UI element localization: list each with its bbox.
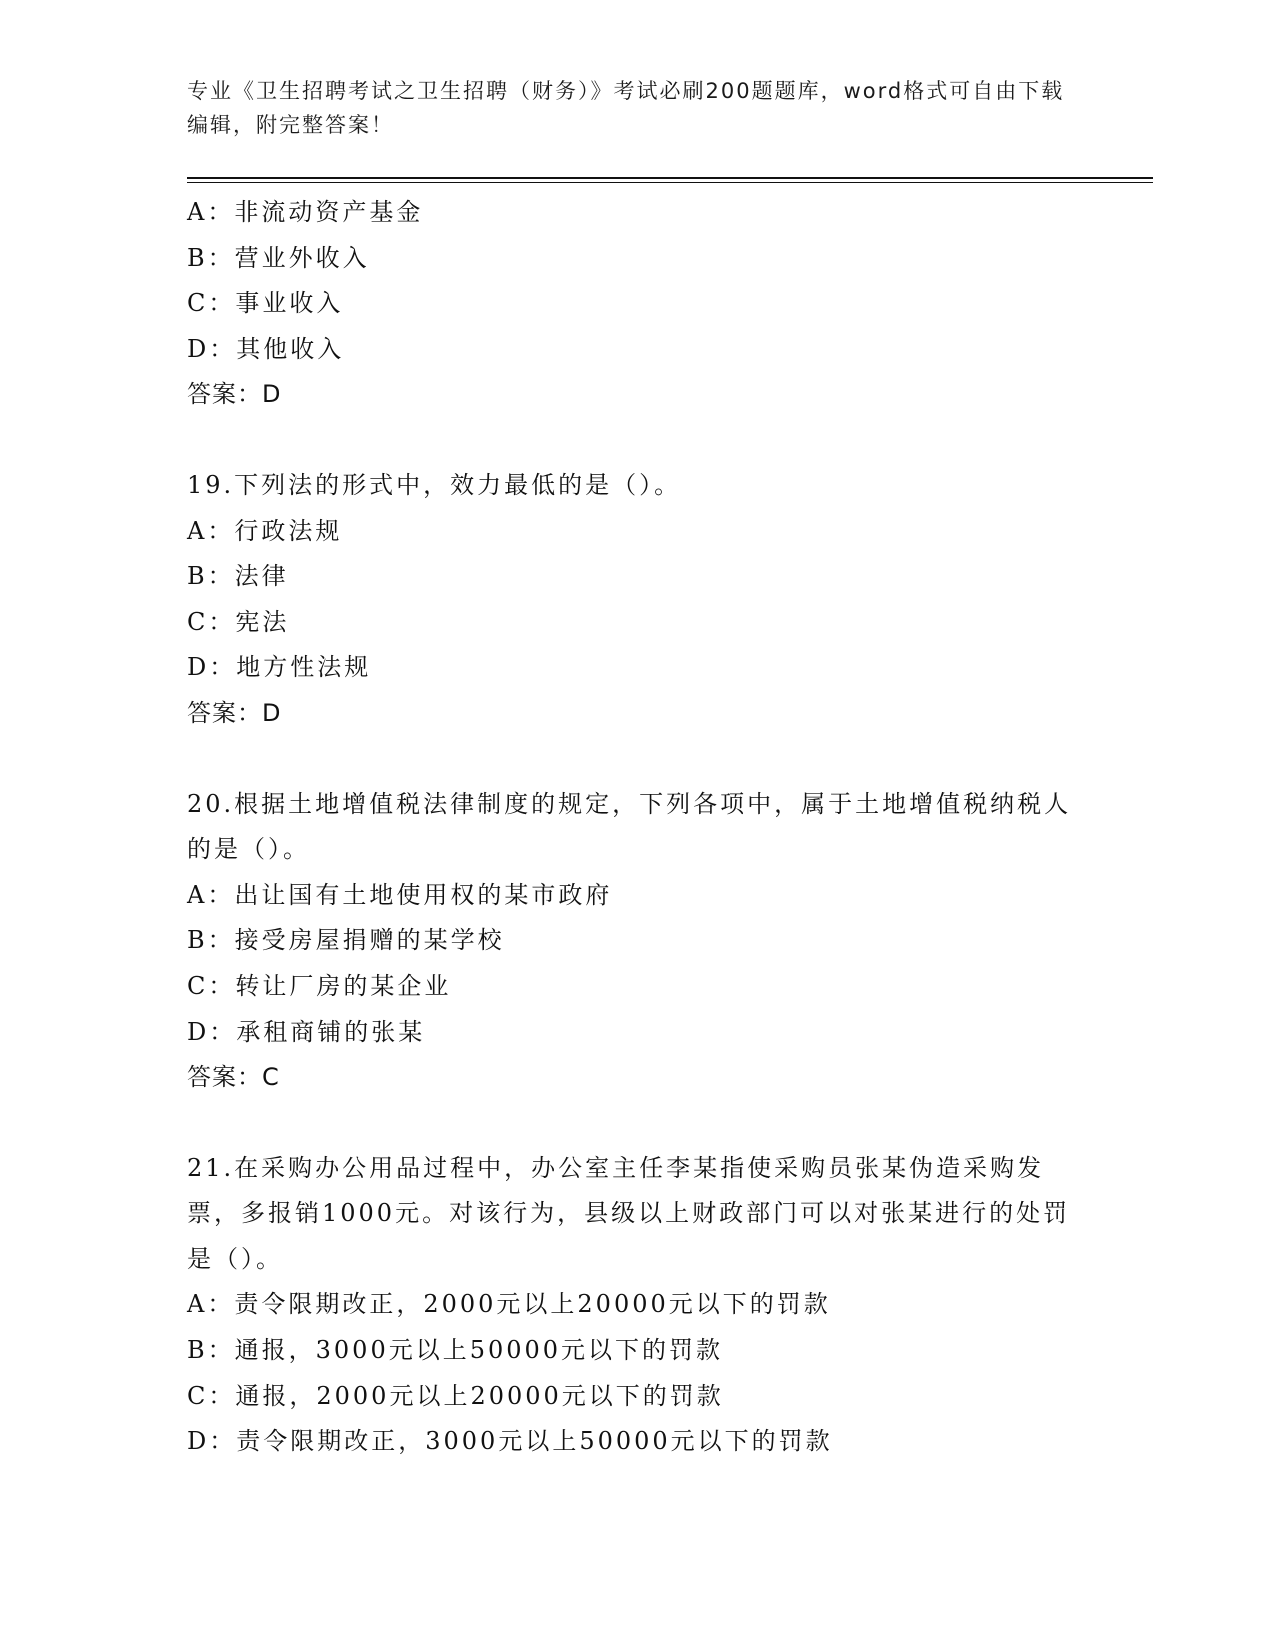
option-c: C：转让厂房的某企业 — [187, 971, 452, 1000]
question-stem: 21.在采购办公用品过程中，办公室主任李某指使采购员张某伪造采购发票，多报销1000元。对该行为，县级以上财政部门可以对张某进行的处罚是（）。 — [187, 1153, 1071, 1273]
option-c: C：事业收入 — [187, 289, 344, 318]
question-stem: 20.根据土地增值税法律制度的规定，下列各项中，属于土地增值税纳税人的是（）。 — [187, 789, 1072, 864]
option-d: D：地方性法规 — [187, 653, 372, 682]
spacer — [187, 1101, 1087, 1146]
option-a: A：责令限期改正，2000元以上20000元以下的罚款 — [187, 1290, 831, 1319]
answer-line: 答案：D — [187, 698, 282, 727]
header-rule-thin — [187, 182, 1153, 183]
option-b: B：法律 — [187, 562, 289, 591]
question-block-19 — [187, 463, 1087, 737]
answer-line: 答案：C — [187, 1063, 280, 1092]
option-a: A：非流动资产基金 — [187, 198, 424, 226]
spacer — [187, 737, 1087, 782]
option-c: C：宪法 — [187, 607, 290, 636]
option-b: B：接受房屋捐赠的某学校 — [187, 926, 505, 955]
option-d: D：承租商铺的张某 — [187, 1017, 426, 1046]
option-d: D：其他收入 — [187, 334, 345, 363]
document-header: 专业《卫生招聘考试之卫生招聘（财务）》考试必刷200题题库，word格式可自由下载编辑，附完整答案！ — [187, 79, 1065, 137]
answer-line: 答案：D — [187, 380, 282, 409]
header-rule-thick — [187, 177, 1153, 179]
question-stem: 19.下列法的形式中，效力最低的是（）。 — [187, 470, 682, 499]
option-b: B：营业外收入 — [187, 243, 370, 272]
option-a: A：出让国有土地使用权的某市政府 — [187, 880, 613, 909]
question-block-18 — [187, 190, 1087, 418]
option-d: D：责令限期改正，3000元以上50000元以下的罚款 — [187, 1427, 833, 1456]
option-a: A：行政法规 — [187, 516, 343, 545]
option-b: B：通报，3000元以上50000元以下的罚款 — [187, 1336, 724, 1365]
question-list — [187, 190, 1087, 1465]
question-block-20 — [187, 782, 1087, 1101]
option-c: C：通报，2000元以上20000元以下的罚款 — [187, 1381, 724, 1410]
question-block-21 — [187, 1146, 1087, 1465]
spacer — [187, 418, 1087, 463]
